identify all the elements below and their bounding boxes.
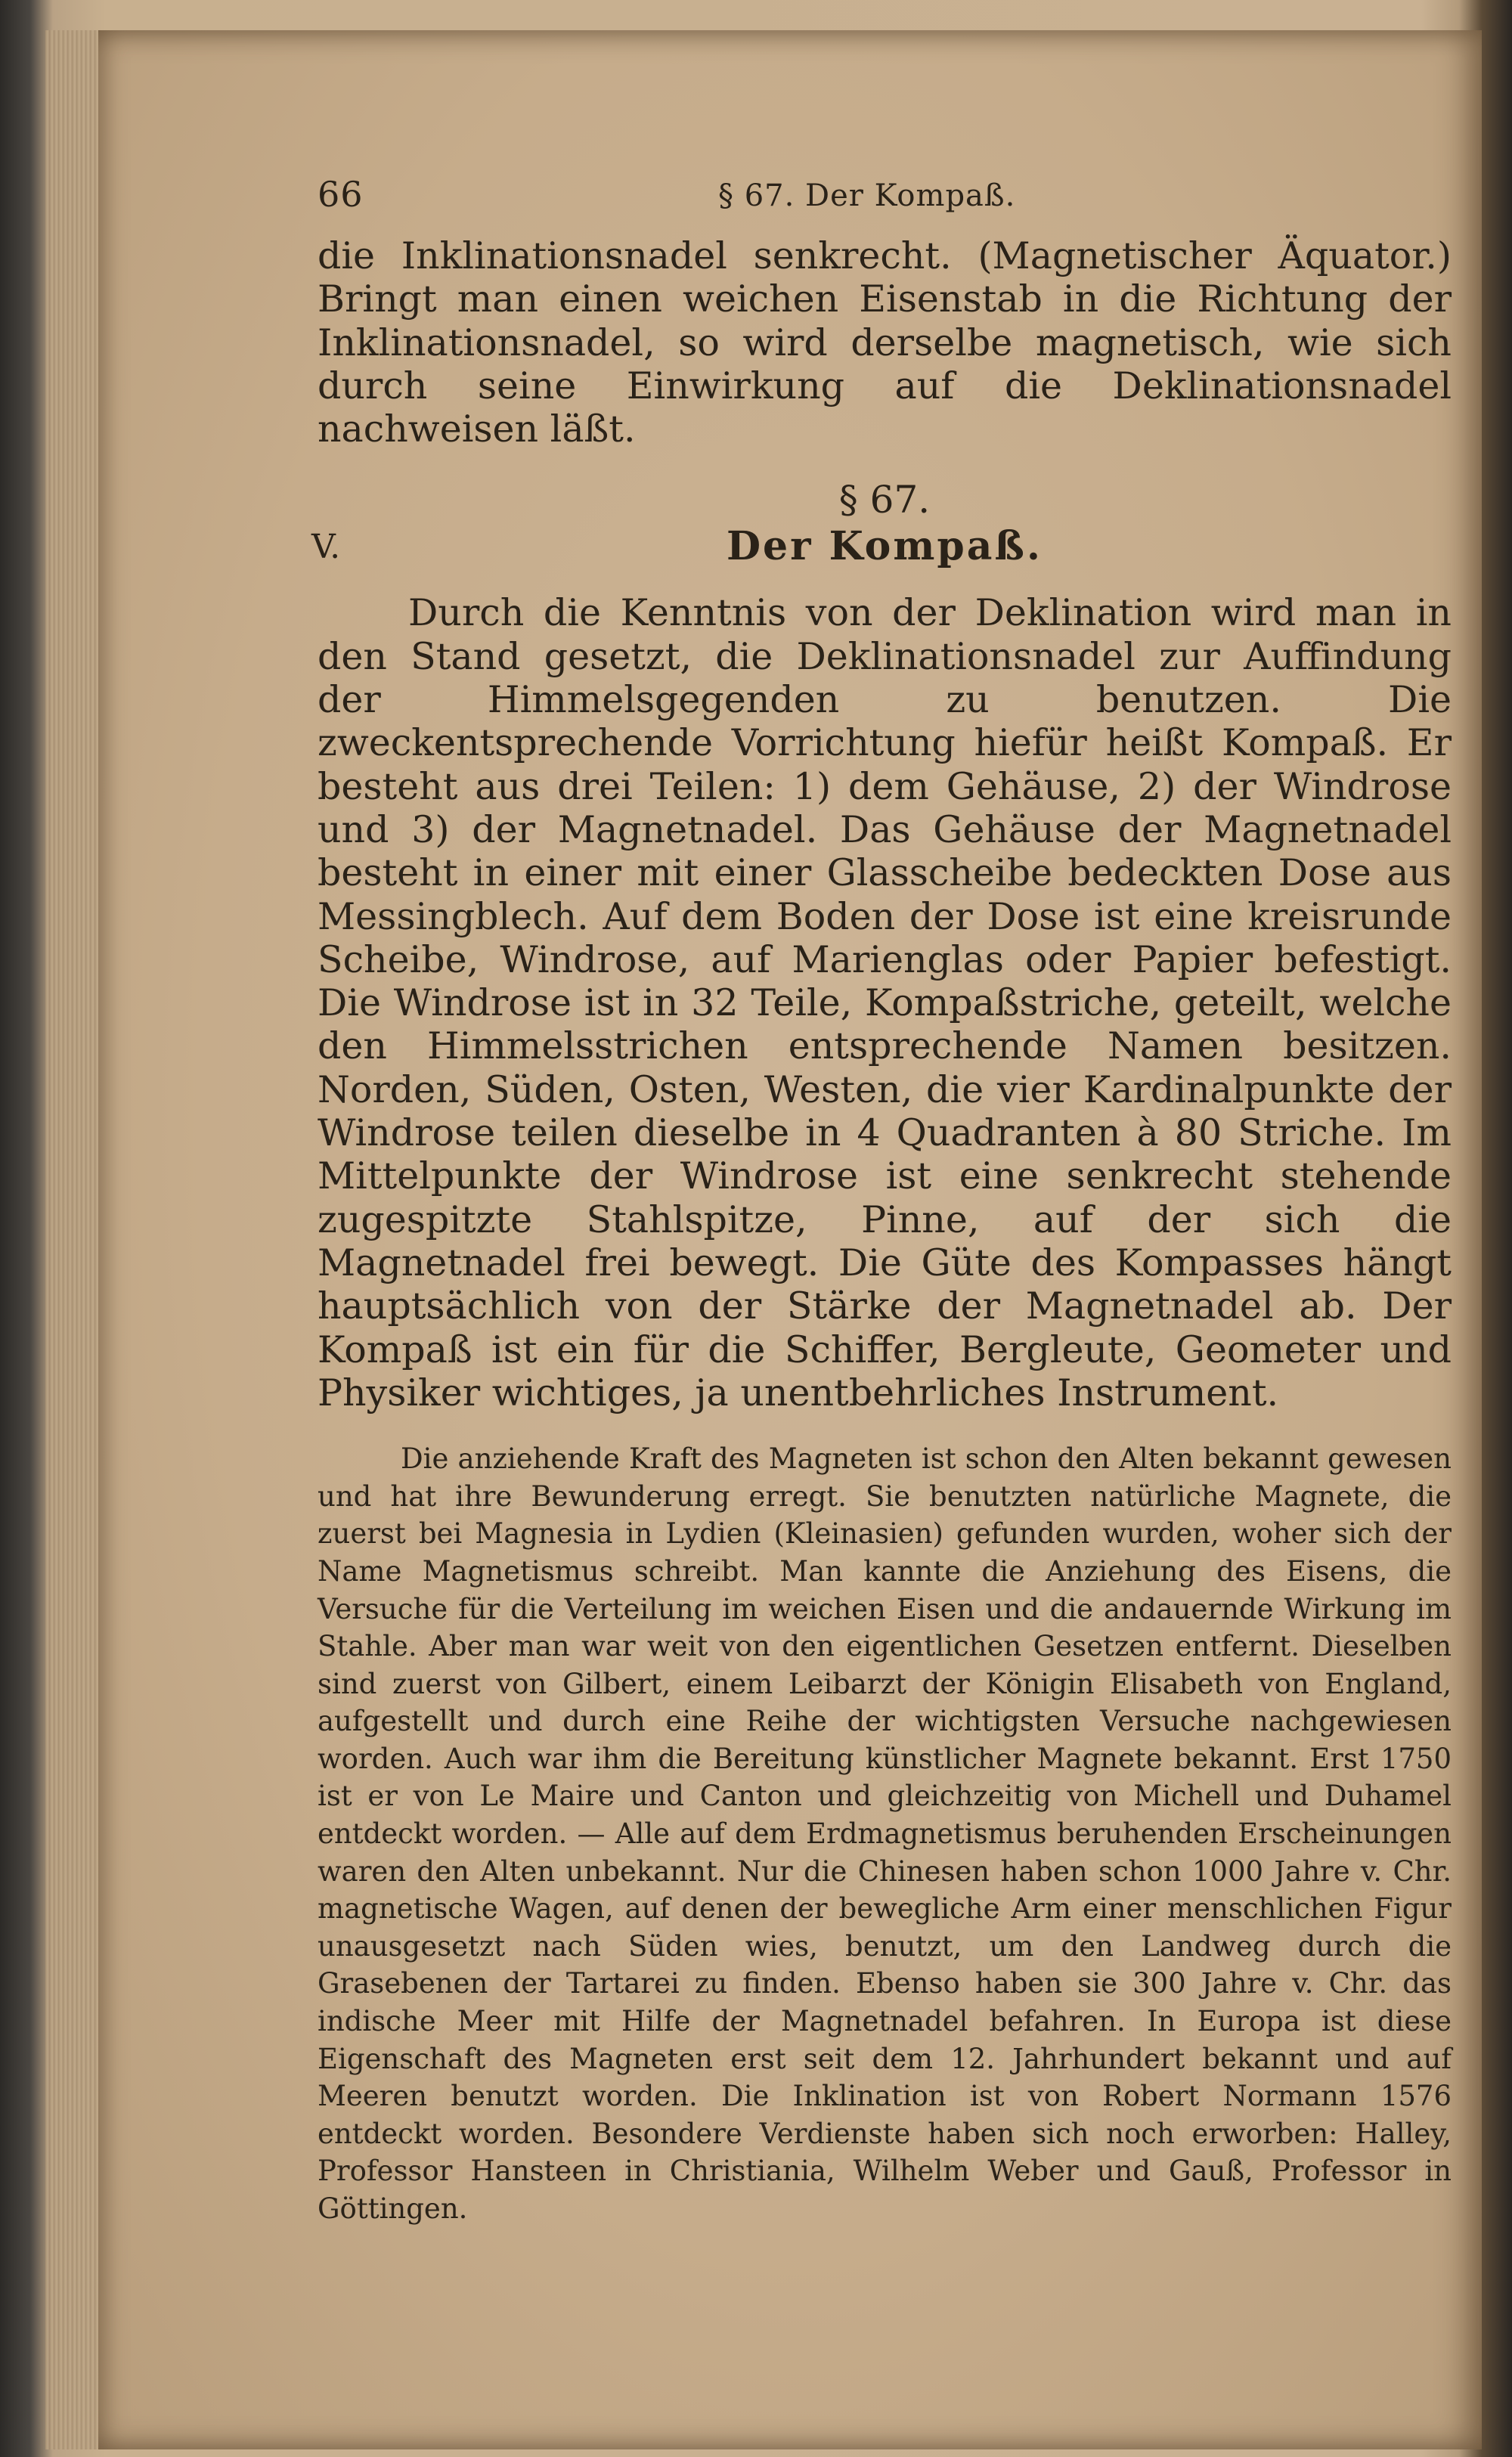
page-header xyxy=(318,174,1452,234)
section-title: Der Kompaß. xyxy=(726,523,1043,570)
page-number: 66 xyxy=(318,174,364,215)
page-content xyxy=(311,174,1452,2228)
section-number: § 67. xyxy=(838,478,931,522)
main-paragraph: Durch die Kenntnis von der Deklination wird man in den Stand gesetzt, die Deklinationsnadel zur Auffindung der Himmelsgegenden zu benutzen. Die zweckentsprechende Vorrichtung hiefür heißt Kompaß. Er besteht aus drei Teilen: 1) dem Gehäuse, 2) der Windrose und 3) der Magnetnadel. Das Gehäuse der Magnetnadel besteht in einer mit einer Glasscheibe bedeckten Dose aus Messingblech. Auf dem Boden der Dose ist eine kreisrunde Scheibe, Windrose, auf Marienglas oder Papier befestigt. Die Windrose ist in 32 Teile, Kompaßstriche, geteilt, welche den Himmelsstrichen entsprechende Namen besitzen. Norden, Süden, Osten, Westen, die vier Kardinalpunkte der Windrose teilen dieselbe in 4 Quadranten à 80 Striche. Im Mittelpunkte der Windrose ist eine senkrecht stehende zugespitzte Stahlspitze, Pinne, auf der sich die Magnetnadel frei bewegt. Die Güte des Kompasses hängt hauptsächlich von der Stärke der Magnetnadel ab. Der Kompaß ist ein für die Schiffer, Bergleute, Geometer und Physiker wichtiges, ja unentbehrliches Instrument. xyxy=(318,591,1452,1414)
page-edges xyxy=(45,30,106,2449)
chapter-mark: V. xyxy=(311,528,341,567)
intro-paragraph: die Inklinationsnadel senkrecht. (Magnetischer Äquator.) Bringt man einen weichen Eisenstab in die Richtung der Inklinationsnadel, so wird derselbe magnetisch, wie sich durch seine Einwirkung auf die Deklinationsnadel nachweisen läßt. xyxy=(318,234,1452,451)
running-head: § 67. Der Kompaß. xyxy=(718,178,1016,213)
section-title-row xyxy=(311,523,1452,581)
note-paragraph: Die anziehende Kraft des Magneten ist schon den Alten bekannt gewesen und hat ihre Bewunderung erregt. Sie benutzten natürliche Magnete, die zuerst bei Magnesia in Lydien (Kleinasien) gefunden wurden, woher sich der Name Magnetismus schreibt. Man kannte die Anziehung des Eisens, die Versuche für die Verteilung im weichen Eisen und die andauernde Wirkung im Stahle. Aber man war weit von den eigentlichen Gesetzen entfernt. Dieselben sind zuerst von Gilbert, einem Leibarzt der Königin Elisabeth von England, aufgestellt und durch eine Reihe der wichtigsten Versuche nachgewiesen worden. Auch war ihm die Bereitung künstlicher Magnete bekannt. Erst 1750 ist er von Le Maire und Canton und gleichzeitig von Michell und Duhamel entdeckt worden. — Alle auf dem Erdmagnetismus beruhenden Erscheinungen waren den Alten unbekannt. Nur die Chinesen haben schon 1000 Jahre v. Chr. magnetische Wagen, auf denen der bewegliche Arm einer menschlichen Figur unausgesetzt nach Süden wies, benutzt, um den Landweg durch die Grasebenen der Tartarei zu finden. Ebenso haben sie 300 Jahre v. Chr. das indische Meer mit Hilfe der Magnetnadel befahren. In Europa ist diese Eigenschaft des Magneten erst seit dem 12. Jahrhundert bekannt und auf Meeren benutzt worden. Die Inklination ist von Robert Normann 1576 entdeckt worden. Besondere Verdienste haben sich noch erworben: Halley, Professor Hansteen in Christiania, Wilhelm Weber und Gauß, Professor in Göttingen. xyxy=(318,1442,1452,2225)
